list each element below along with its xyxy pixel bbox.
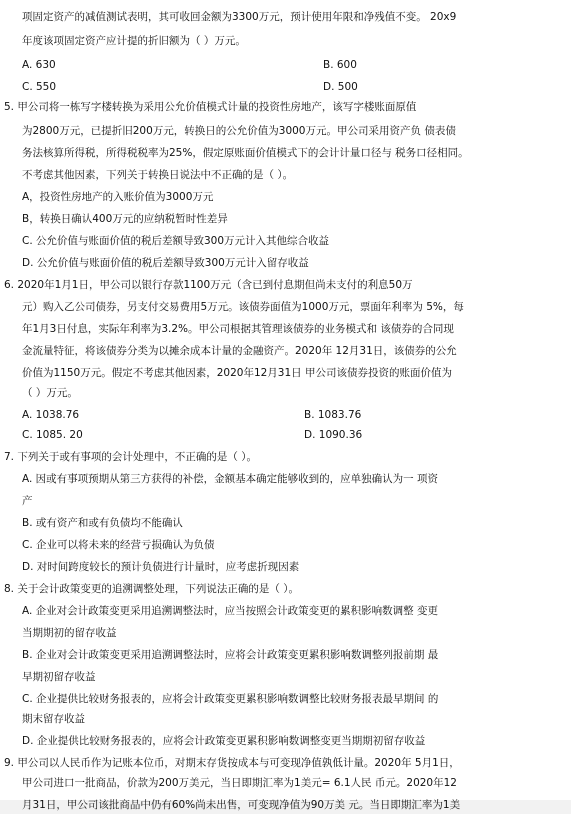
q5-option-a: A，投资性房地产的入账价值为3000万元: [22, 191, 214, 203]
q4-option-a: A. 630: [22, 59, 56, 71]
q4-stem-line-2: 年度该项固定资产应计提的折旧额为（ ）万元。: [22, 35, 246, 47]
q8-option-a-line-1: A. 企业对会计政策变更采用追溯调整法时，应当按照会计政策变更的累积影响数调整 变更: [22, 605, 439, 617]
q6-option-a: A. 1038.76: [22, 409, 80, 421]
q5-stem-line-2: 为2800万元，已提折旧200万元，转换日的公允价值为3000万元。甲公司采用资产负 债表债: [22, 125, 456, 137]
q9-stem-line-3: 月31日，甲公司该批商品中仍有60%尚未出售，可变现净值为90万美 元。当日即期汇率为1美: [22, 799, 461, 811]
q6-stem-line-4: 金流量特征，将该债券分类为以摊余成本计量的金融资产。2020年 12月31日，该债券的公允: [22, 345, 457, 357]
q8-option-b-line-2: 早期初留存收益: [22, 671, 96, 683]
q6-stem-line-1: 6. 2020年1月1日，甲公司以银行存款1100万元（含已到付息期但尚未支付的利息50万: [4, 279, 413, 291]
q7-option-c: C. 企业可以将未来的经营亏损确认为负债: [22, 539, 215, 551]
q8-option-c-line-1: C. 企业提供比较财务报表的，应将会计政策变更累积影响数调整比较财务报表最早期间 的: [22, 693, 439, 705]
q7-option-a-line-1: A. 因或有事项预期从第三方获得的补偿，金额基本确定能够收到的，应单独确认为一 项资: [22, 473, 439, 485]
q8-stem-line-1: 8. 关于会计政策变更的追溯调整处理，下列说法正确的是（ ）。: [4, 583, 299, 595]
q5-option-b: B，转换日确认400万元的应纳税暂时性差异: [22, 213, 228, 225]
q9-stem-line-2: 甲公司进口一批商品，价款为200万美元，当日即期汇率为1美元= 6.1人民 币元。2020年12: [22, 777, 457, 789]
q7-option-d: D. 对时间跨度较长的预计负债进行计量时，应考虑折现因素: [22, 561, 300, 573]
q6-stem-line-5: 价值为1150万元。假定不考虑其他因素，2020年12月31日 甲公司该债券投资的账面价值为: [22, 367, 453, 379]
q5-stem-line-3: 务法核算所得税，所得税税率为25%，假定原账面价值模式下的会计计量口径与 税务口径相同。: [22, 147, 469, 159]
q6-option-c: C. 1085. 20: [22, 429, 83, 441]
q6-stem-line-3: 年1月3日付息，实际年利率为3.2%。甲公司根据其管理该债券的业务模式和 该债券的合同现: [22, 323, 454, 335]
q8-option-c-line-2: 期末留存收益: [22, 713, 85, 725]
q8-option-d: D. 企业提供比较财务报表的，应将会计政策变更累积影响数调整变更当期期初留存收益: [22, 735, 426, 747]
q6-stem-line-2: 元）购入乙公司债券，另支付交易费用5万元。该债券面值为1000万元，票面年利率为 5%，每: [22, 301, 464, 313]
q4-option-d: D. 500: [323, 81, 358, 93]
q5-stem-line-1: 5. 甲公司将一栋写字楼转换为采用公允价值模式计量的投资性房地产，该写字楼账面原值: [4, 101, 417, 113]
q9-stem-line-1: 9. 甲公司以人民币作为记账本位币，对期末存货按成本与可变现净值孰低计量。2020年 5月1日，: [4, 757, 460, 769]
q5-option-d: D. 公允价值与账面价值的税后差额导致300万元计入留存收益: [22, 257, 309, 269]
q5-stem-line-4: 不考虑其他因素，下列关于转换日说法中不正确的是（ ）。: [22, 169, 294, 181]
q7-stem-line-1: 7. 下列关于或有事项的会计处理中，不正确的是（ ）。: [4, 451, 257, 463]
q7-option-a-line-2: 产: [22, 495, 33, 507]
q8-option-b-line-1: B. 企业对会计政策变更采用追溯调整法时，应将会计政策变更累积影响数调整列报前期 最: [22, 649, 439, 661]
q6-option-d: D. 1090.36: [304, 429, 363, 441]
q4-option-c: C. 550: [22, 81, 57, 93]
q5-option-c: C. 公允价值与账面价值的税后差额导致300万元计入其他综合收益: [22, 235, 330, 247]
q8-option-a-line-2: 当期期初的留存收益: [22, 627, 117, 639]
q4-option-b: B. 600: [323, 59, 357, 71]
q4-stem-line-1: 项固定资产的减值测试表明，其可收回金额为3300万元，预计使用年限和净残值不变。 20x9: [22, 11, 457, 23]
q6-option-b: B. 1083.76: [304, 409, 362, 421]
q6-stem-line-6: （ ）万元。: [22, 387, 78, 399]
q7-option-b: B. 或有资产和或有负债均不能确认: [22, 517, 183, 529]
